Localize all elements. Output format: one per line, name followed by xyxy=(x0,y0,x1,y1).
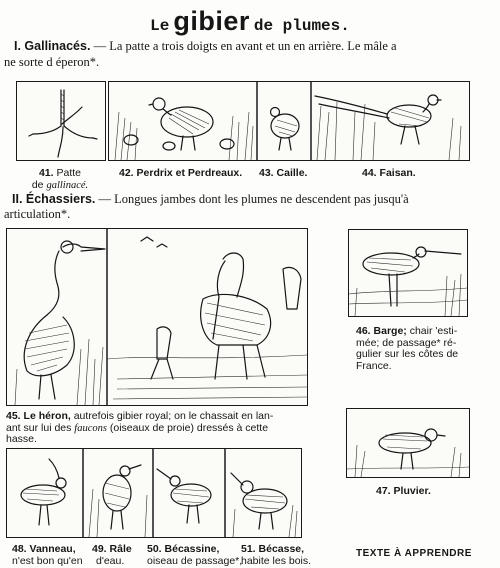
caption-47-num: 47. xyxy=(376,485,391,497)
section-2-heading: II. Échassiers. xyxy=(12,192,96,206)
title-main: gibier xyxy=(173,6,250,36)
caption-46-num: 46. xyxy=(356,325,371,337)
caption-51-num: 51. xyxy=(241,543,256,555)
section-2-line-1 xyxy=(12,192,409,207)
texte-a-apprendre-heading: TEXTE À APPRENDRE xyxy=(356,548,472,559)
caption-43 xyxy=(259,168,307,180)
caption-44 xyxy=(362,168,416,180)
caption-49 xyxy=(92,544,132,567)
section-2-line-2: articulation*. xyxy=(4,207,71,221)
caption-47-text: Pluvier. xyxy=(393,485,431,497)
section-1-text-1: — La patte a trois doigts en avant et un en arrière. Le mâle a xyxy=(93,39,397,53)
caption-50-line-2: oiseau de passage*, xyxy=(147,554,243,567)
caption-50-num: 50. xyxy=(147,543,162,555)
caption-45-line-1: autrefois gibier royal; on le chassait en lan- xyxy=(73,410,274,422)
caption-41-line-1: Patte xyxy=(56,167,82,179)
caption-46 xyxy=(356,326,458,372)
caption-41-italic: gallinacé. xyxy=(46,179,89,191)
figure-48-51-illustration-band xyxy=(6,448,302,538)
title-suffix: de plumes. xyxy=(253,17,350,35)
caption-41 xyxy=(16,168,104,191)
section-2-text-1: — Longues jambes dont les plumes ne descendent pas jusqu'à xyxy=(98,192,409,206)
caption-51-line-2: habite les bois. xyxy=(241,554,312,567)
caption-41-num: 41. xyxy=(38,167,54,179)
caption-42 xyxy=(119,168,242,180)
title-prefix: Le xyxy=(150,17,170,35)
caption-44-num: 44. xyxy=(362,167,377,179)
caption-48 xyxy=(12,544,83,567)
page-title xyxy=(0,6,500,37)
caption-46-name: Barge; xyxy=(373,325,407,337)
figure-45-heron-hunting-scene xyxy=(6,228,308,406)
caption-47 xyxy=(376,486,431,498)
caption-45-line-2a: ant sur lui des xyxy=(6,421,72,434)
section-1-heading: I. Gallinacés. xyxy=(14,39,91,53)
figure-42-44-illustration-band xyxy=(108,81,470,161)
caption-41-de: de xyxy=(31,178,44,191)
figure-41-foot-illustration xyxy=(16,81,106,161)
caption-45-line-3: hasse. xyxy=(6,433,37,445)
caption-48-line-2: n'est bon qu'en xyxy=(12,554,83,567)
caption-50-name: Bécassine, xyxy=(164,543,220,555)
caption-49-line-2: d'eau. xyxy=(96,554,125,567)
caption-49-num: 49. xyxy=(92,543,107,555)
caption-42-text: Perdrix et Perdreaux. xyxy=(136,167,243,179)
caption-46-line-3: gulier sur les côtes de xyxy=(356,348,459,360)
caption-46-line-4: France. xyxy=(356,359,392,372)
caption-45 xyxy=(6,411,273,446)
caption-45-line-2b: (oiseaux de proie) dressés à cette xyxy=(109,421,269,434)
caption-45-italic: faucons xyxy=(74,422,107,434)
figure-47-pluvier-illustration xyxy=(346,408,470,478)
caption-51-name: Bécasse, xyxy=(258,543,305,555)
caption-48-num: 48. xyxy=(12,543,27,555)
caption-46-line-1: chair 'esti- xyxy=(409,325,458,337)
section-1-line-1 xyxy=(14,39,397,54)
caption-45-num: 45. xyxy=(6,410,21,422)
caption-49-name: Râle xyxy=(109,543,132,555)
caption-44-text: Faisan. xyxy=(379,167,416,179)
caption-51 xyxy=(241,544,311,567)
caption-42-num: 42. xyxy=(119,167,134,179)
caption-43-num: 43. xyxy=(259,167,274,179)
caption-50 xyxy=(147,544,242,567)
caption-43-text: Caille. xyxy=(276,167,308,179)
section-1-line-2: ne sorte d éperon*. xyxy=(4,55,100,69)
caption-48-name: Vanneau, xyxy=(29,543,76,555)
caption-46-line-2: mée; de passage* ré- xyxy=(356,336,457,349)
figure-46-barge-illustration xyxy=(348,229,468,317)
caption-45-name: Le héron, xyxy=(23,410,71,422)
